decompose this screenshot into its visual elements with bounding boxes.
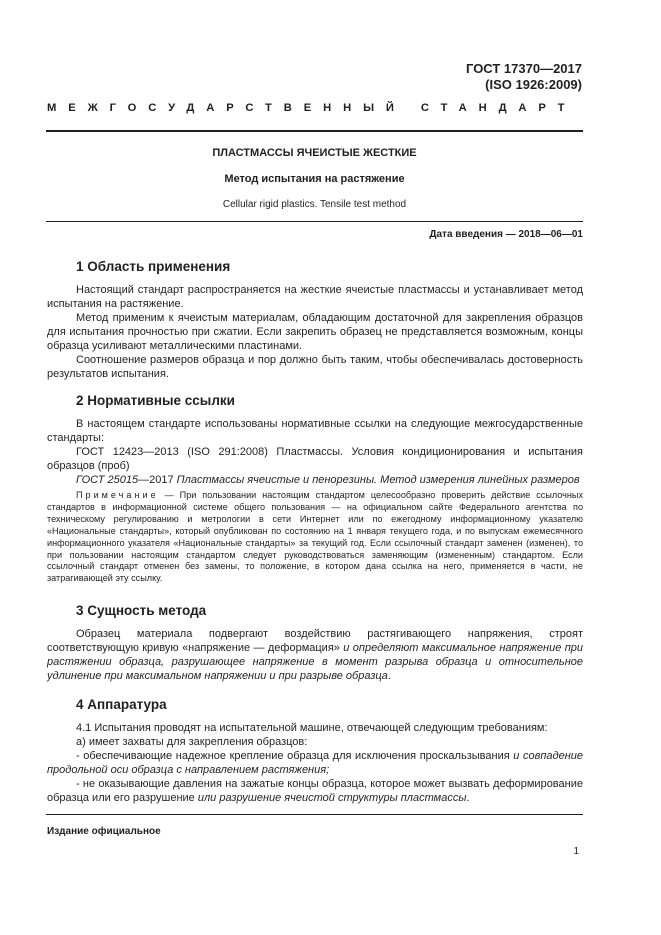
official-edition-label: Издание официальное	[47, 826, 161, 837]
note-label: Примечание	[76, 490, 159, 500]
paragraph: - не оказывающие давления на зажатые концы образца, которое может вызвать деформирование образца или его разрушение или разрушение ячеистой структуры пластмассы.	[47, 778, 583, 804]
note-text: — При пользовании настоящим стандартом целесообразно проверить действие ссылочных стандартов в информационной системе общего пользования — на официальном сайте Федерального агентства по техническому регулированию и метрологии в сети Интернет или по ежегодному информационному указателю «Национальные стандарты», который опубликован по состоянию на 1 января текущего года, и по выпускам ежемесячного информационного указателя «Национальные стандарты» за текущий год. Если ссылочный стандарт заменен (изменен), то при пользовании настоящим стандартом следует руководствоваться заменяющим (измененным) стандартом. Если ссылочный стандарт отменен без замены, то положение, в котором дана ссылка на него, применяется в части, не затрагивающей эту ссылку.	[47, 490, 583, 584]
paragraph: - обеспечивающие надежное крепление образца для исключения проскальзывания и совпадение продольной оси образца с направлением растяжения;	[47, 750, 583, 776]
footer-rule	[46, 814, 583, 815]
section-body-method-principle	[47, 627, 583, 683]
paragraph: Образец материала подвергают воздействию растягивающего напряжения, строят соответствующую кривую «напряжение — деформация» и определяют максимальное напряжение при растяжении образца, разрушающее напряжение в момент разрыва образца и относительное удлинение при максимальном напряжении и при разрыве образца.	[47, 628, 584, 682]
reference-code: ГОСТ 25015	[76, 474, 139, 486]
page-number: 1	[573, 846, 579, 857]
document-subtitle: Метод испытания на растяжение	[224, 173, 405, 185]
reference-title: Пластмассы ячеистые и пенорезины. Метод измерения линейных размеров	[176, 474, 580, 486]
section-heading-apparatus: 4 Аппаратура	[76, 697, 167, 712]
paragraph: Метод применим к ячеистым материалам, обладающим достаточной для закрепления образцов для испытания прочностью при сжатии. Если закрепить образец не представляется возможным, концы образца усиливают металлическими пластинами.	[47, 312, 583, 352]
reference-gost-12423: ГОСТ 12423—2013 (ISO 291:2008) Пластмассы. Условия кондиционирования и испытания образцов (проб)	[47, 446, 583, 472]
section-heading-method-principle: 3 Сущность метода	[76, 603, 207, 618]
document-title: ПЛАСТМАССЫ ЯЧЕИСТЫЕ ЖЕСТКИЕ	[212, 147, 417, 159]
paragraph: В настоящем стандарте использованы нормативные ссылки на следующие межгосударственные стандарты:	[47, 418, 583, 444]
paragraph: Настоящий стандарт распространяется на жесткие ячеистые пластмассы и устанавливает метод испытания на растяжение.	[47, 284, 583, 310]
section-body-normative-references	[47, 417, 583, 487]
note-block	[47, 490, 583, 585]
paragraph: Соотношение размеров образца и пор должно быть таким, чтобы обеспечивалась достоверность результатов испытания.	[47, 354, 583, 380]
paragraph: а) имеет захваты для закрепления образцов:	[76, 736, 308, 748]
reference-year: —2017	[138, 474, 177, 486]
section-body-scope	[47, 283, 583, 381]
section-heading-normative-references: 2 Нормативные ссылки	[76, 393, 235, 408]
title-rule	[46, 221, 583, 222]
standard-code: ГОСТ 17370—2017	[466, 61, 582, 76]
interstate-standard-label: МЕЖГОСУДАРСТВЕННЫЙ СТАНДАРТ	[47, 102, 577, 114]
iso-reference: (ISO 1926:2009)	[485, 77, 582, 92]
section-heading-scope: 1 Область применения	[76, 259, 231, 274]
reference-gost-25015	[47, 473, 583, 487]
paragraph: 4.1 Испытания проводят на испытательной машине, отвечающей следующим требованиям:	[76, 722, 548, 734]
english-title: Cellular rigid plastics. Tensile test method	[222, 199, 407, 210]
section-body-apparatus	[47, 721, 583, 805]
header-rule	[46, 130, 583, 132]
effective-date: Дата введения — 2018—06—01	[429, 229, 583, 240]
